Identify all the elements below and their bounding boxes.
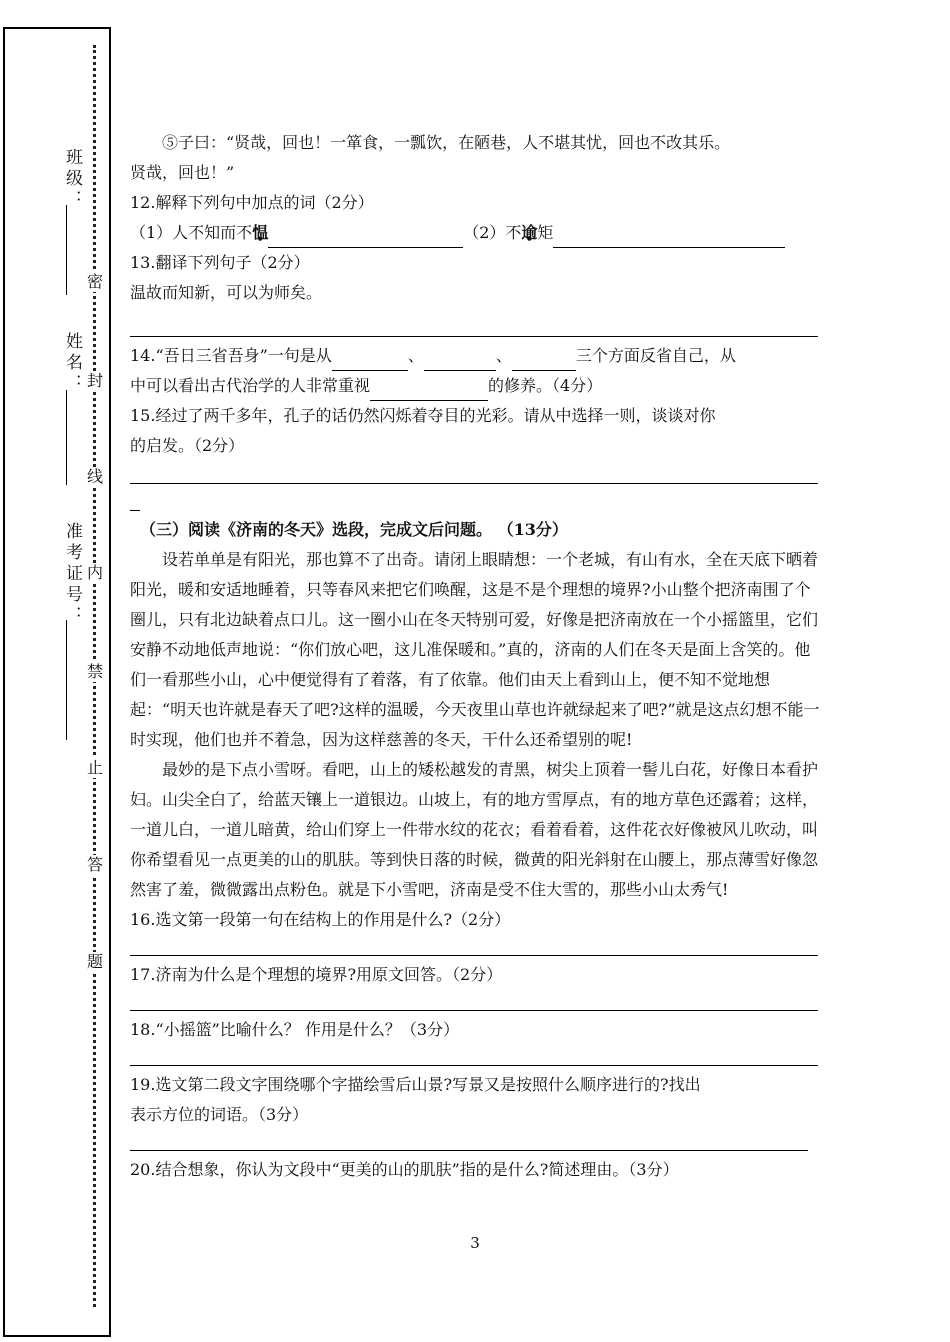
exam-id-field-line [66, 620, 67, 740]
passage5-line1: ⑤子曰：“贤哉，回也！一箪食，一瓢饮，在陋巷，人不堪其忧，回也不改其乐。 [162, 133, 731, 152]
q18-answer-line[interactable] [130, 1045, 818, 1066]
q17-text: 17.济南为什么是个理想的境界?用原文回答。（2分） [130, 965, 503, 984]
q19-line1: 19.选文第二段文字围绕哪个字描绘雪后山景?写景又是按照什么顺序进行的?找出 [130, 1075, 701, 1094]
q14-text3: 中可以看出古代治学的人非常重视 [130, 376, 371, 395]
q13-answer-line[interactable] [130, 308, 818, 337]
q14-text4: 的修养。（4分） [488, 376, 603, 395]
q12-items [130, 218, 820, 248]
q14-blank4[interactable] [370, 378, 488, 401]
seal-char-da: 答 [86, 855, 103, 874]
q14-blank2[interactable] [424, 348, 496, 371]
seal-char-ti: 题 [86, 952, 103, 971]
q14-text2: 三个方面反省自己，从 [575, 346, 736, 365]
class-field-line [66, 205, 67, 295]
q19-answer-line[interactable] [130, 1130, 808, 1151]
q14-line2 [130, 371, 820, 401]
q12-item2-text-post: 矩 [537, 223, 554, 242]
seal-char-feng: 封 [86, 371, 103, 390]
seal-char-xian: 线 [86, 467, 103, 486]
q14-sep2: 、 [495, 346, 512, 365]
q14-line1 [130, 341, 820, 371]
class-label: 班级： [60, 148, 85, 211]
q20-text: 20.结合想象，你认为文段中“更美的山的肌肤”指的是什么?简述理由。（3分） [130, 1160, 679, 1179]
q13-sentence: 温故而知新，可以为师矣。 [130, 283, 323, 302]
q12-title: 12.解释下列句中加点的词（2分） [130, 193, 374, 212]
q14-text1: 14.“吾日三省吾身”一句是从 [130, 346, 332, 365]
q13-title: 13.翻译下列句子（2分） [130, 253, 310, 272]
q12-item1-dotted-word: 愠 [252, 223, 269, 242]
page-number: 3 [470, 1234, 480, 1252]
q18-text: 18.“小摇篮”比喻什么？ 作用是什么？（3分） [130, 1020, 460, 1039]
q17-answer-line[interactable] [130, 990, 818, 1011]
q15-line1: 15.经过了两千多年，孔子的话仍然闪烁着夺目的光彩。请从中选择一则，谈谈对你 [130, 406, 716, 425]
q16-answer-line[interactable] [130, 935, 818, 956]
q15-answer-line[interactable] [130, 461, 818, 484]
q12-item2-blank[interactable] [553, 225, 785, 248]
q16-text: 16.选文第一段第一句在结构上的作用是什么?（2分） [130, 910, 511, 929]
q14-sep1: 、 [407, 346, 424, 365]
q15-line2: 的启发。（2分） [130, 436, 245, 455]
seal-char-jin: 禁 [86, 662, 103, 681]
q12-item1-blank[interactable] [268, 225, 463, 248]
section3-para1: 设若单单是有阳光，那也算不了出奇。请闭上眼睛想：一个老城，有山有水，全在天底下晒着阳光，暖和安适地睡着，只等春风来把它们唤醒，这是不是个理想的境界?小山整个把济南围了个圈儿，只有北边缺着点口儿。这一圈小山在冬天特别可爱，好像是把济南放在一个小摇篮里，它们安静不动地低声地说：“你们放心吧，这儿准保暖和。”真的，济南的人们在冬天是面上含笑的。他们一看那些小山，心中便觉得有了着落，有了依靠。他们由天上看到山上，便不知不觉地想起：“明天也许就是春天了吧?这样的温暖，今天夜里山草也许就绿起来了吧?”就是这点幻想不能一时实现，他们也并不着急，因为这样慈善的冬天，干什么还希望别的呢! [130, 550, 820, 749]
q12-item2-dotted-word: 逾 [521, 223, 538, 242]
q12-item1-text: （1）人不知而不 [130, 223, 253, 242]
q14-blank3[interactable] [512, 348, 576, 371]
q14-blank1[interactable] [332, 348, 408, 371]
seal-char-zhi: 止 [86, 758, 103, 777]
section3-title: （三）阅读《济南的冬天》选段，完成文后问题。 （13分） [140, 520, 568, 539]
seal-char-nei: 内 [86, 563, 103, 582]
section3-para2: 最妙的是下点小雪呀。看吧，山上的矮松越发的青黑，树尖上顶着一髻儿白花，好像日本看护妇。山尖全白了，给蓝天镶上一道银边。山坡上，有的地方雪厚点，有的地方草色还露着；这样，一道儿白，一道儿暗黄，给山们穿上一件带水纹的花衣；看着看着，这件花衣好像被风儿吹动，叫你希望看见一点更美的山的肌肤。等到快日落的时候，微黄的阳光斜射在山腰上，那点薄雪好像忽然害了羞，微微露出点粉色。就是下小雪吧，济南是受不住大雪的，那些小山太秀气! [130, 760, 819, 899]
q15-answer-mark [130, 488, 140, 511]
name-label: 姓名： [60, 332, 85, 395]
exam-content [130, 128, 820, 1185]
passage5-line2: 贤哉，回也！” [130, 163, 235, 182]
q12-item2-text: （2）不 [463, 223, 522, 242]
exam-id-label: 准考证号： [60, 522, 85, 627]
q19-line2: 表示方位的词语。（3分） [130, 1105, 309, 1124]
name-field-line [66, 390, 67, 485]
seal-char-mi: 密 [86, 272, 103, 291]
